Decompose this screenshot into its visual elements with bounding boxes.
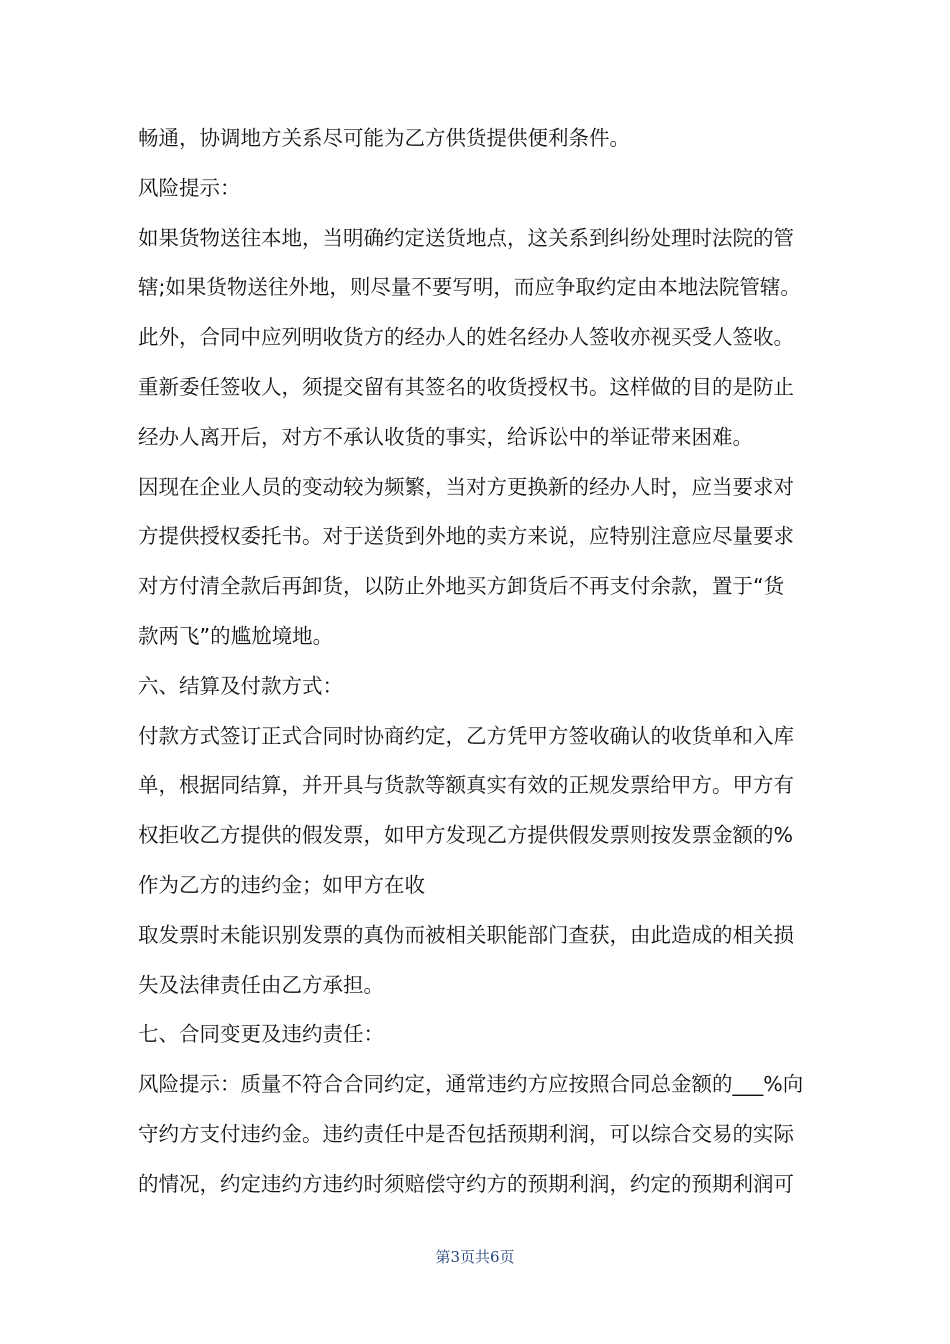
text-line: 取发票时未能识别发票的真伪而被相关职能部门查获，由此造成的相关损 [138, 922, 794, 947]
text-line: 守约方支付违约金。违约责任中是否包括预期利润，可以综合交易的实际 [138, 1121, 794, 1146]
text-line: 方提供授权委托书。对于送货到外地的卖方来说，应特别注意应尽量要求 [138, 524, 794, 549]
section-heading: 七、合同变更及违约责任： [138, 1022, 384, 1047]
text-line: 经办人离开后，对方不承认收货的事实，给诉讼中的举证带来困难。 [138, 424, 753, 449]
text-line: 权拒收乙方提供的假发票，如甲方发现乙方提供假发票则按发票金额的% [138, 823, 793, 848]
text-line: 风险提示：质量不符合合同约定，通常违约方应按照合同总金额的___%向 [138, 1072, 804, 1097]
text-line: 失及法律责任由乙方承担。 [138, 972, 384, 997]
text-line: 款两飞”的尴尬境地。 [138, 623, 334, 648]
text-line: 如果货物送往本地，当明确约定送货地点，这关系到纠纷处理时法院的管 [138, 225, 794, 250]
document-body [138, 114, 828, 1210]
text-line: 对方付清全款后再卸货，以防止外地买方卸货后不再支付余款，置于“货 [138, 574, 785, 599]
page-number: 第3页共6页 [435, 1248, 515, 1266]
text-line: 因现在企业人员的变动较为频繁，当对方更换新的经办人时，应当要求对 [138, 474, 794, 499]
text-line: 此外，合同中应列明收货方的经办人的姓名经办人签收亦视买受人签收。 [138, 325, 794, 350]
text-line: 单，根据同结算，并开具与货款等额真实有效的正规发票给甲方。甲方有 [138, 773, 794, 798]
text-line: 畅通，协调地方关系尽可能为乙方供货提供便利条件。 [138, 126, 630, 150]
text-line: 作为乙方的违约金；如甲方在收 [138, 872, 425, 897]
text-line: 的情况，约定违约方违约时须赔偿守约方的预期利润，约定的预期利润可 [138, 1171, 794, 1196]
text-line: 风险提示： [138, 175, 241, 200]
text-line: 重新委任签收人，须提交留有其签名的收货授权书。这样做的目的是防止 [138, 374, 794, 399]
text-line: 付款方式签订正式合同时协商约定，乙方凭甲方签收确认的收货单和入库 [138, 723, 794, 748]
section-heading: 六、结算及付款方式： [138, 673, 343, 698]
text-line: 辖;如果货物送往外地，则尽量不要写明，而应争取约定由本地法院管辖。 [138, 275, 801, 300]
